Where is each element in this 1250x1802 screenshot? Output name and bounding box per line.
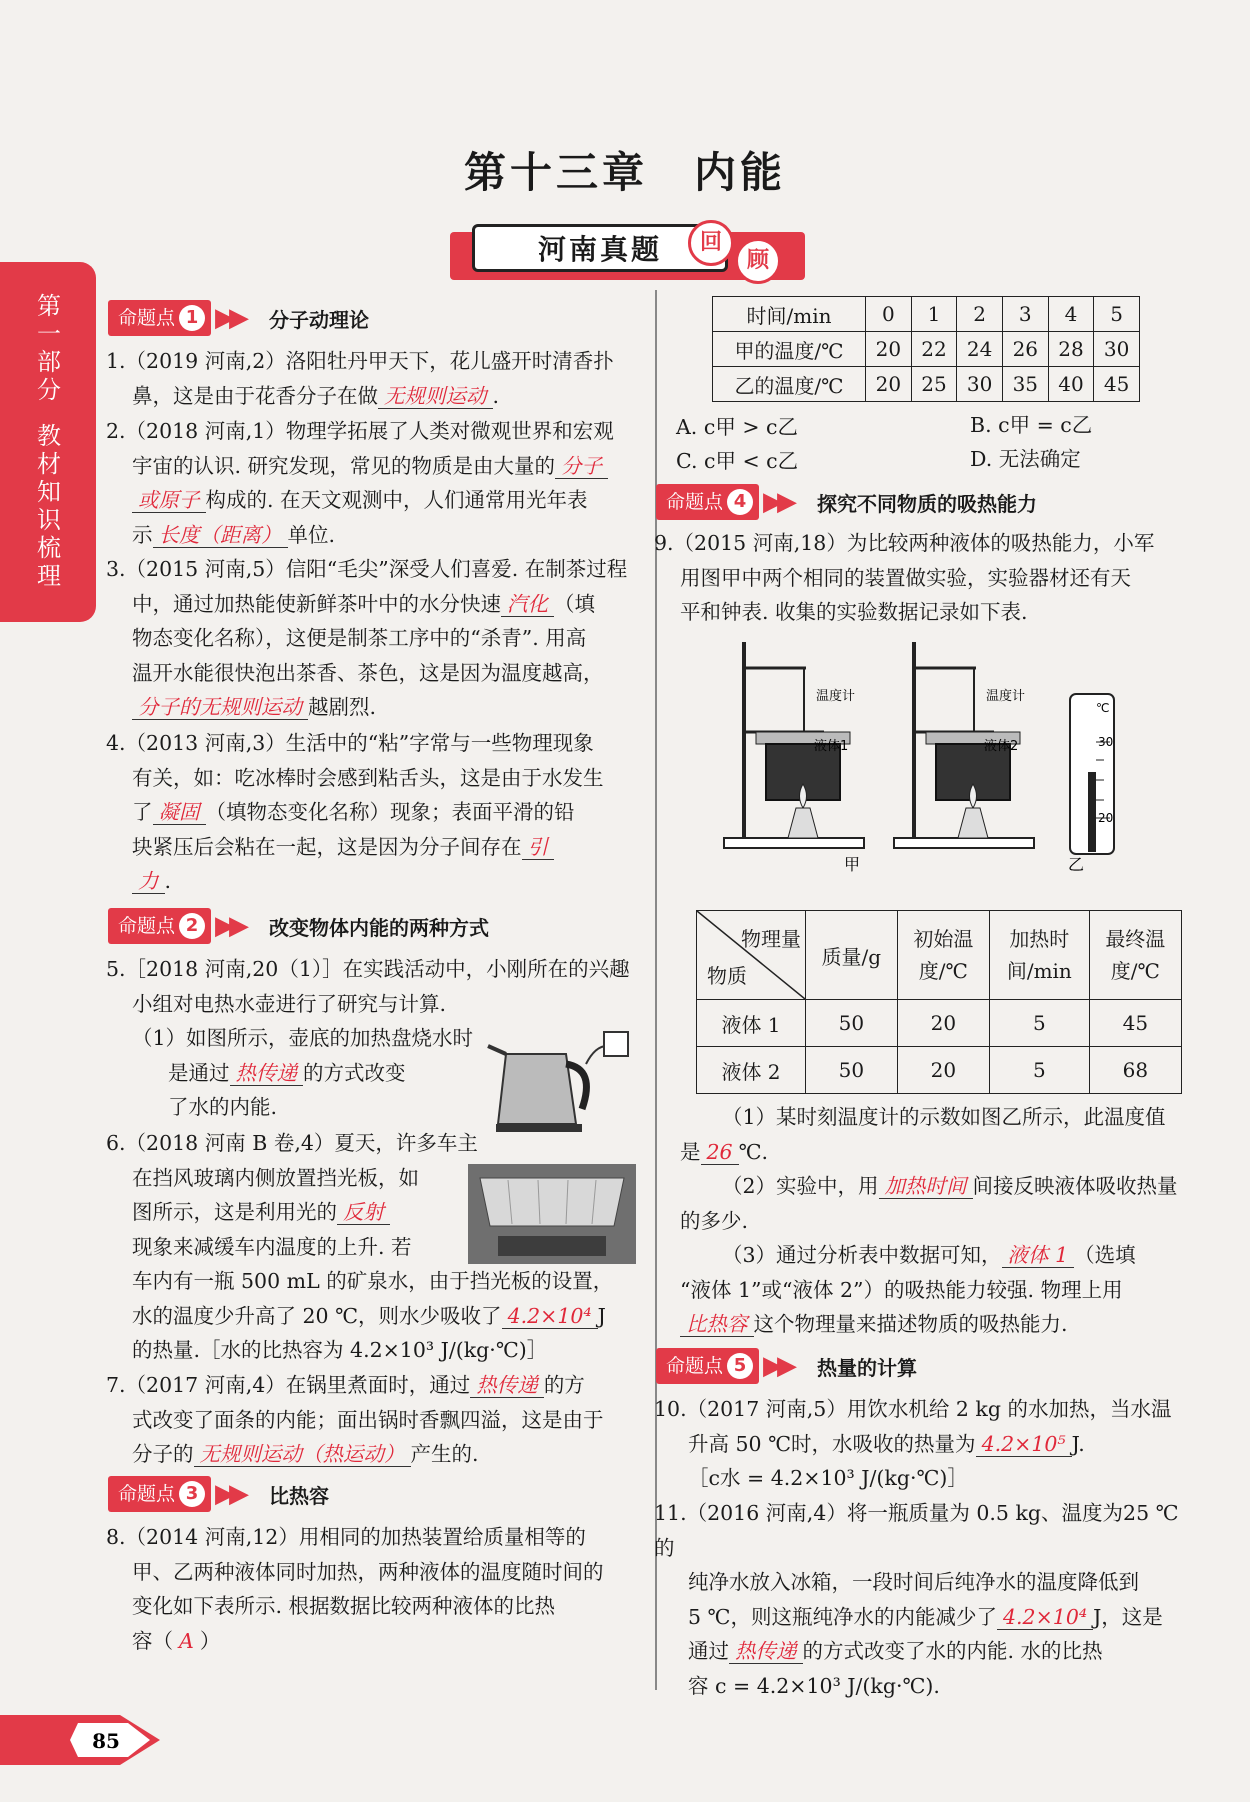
- kettle-image: [486, 1024, 636, 1134]
- section-banner: [450, 222, 810, 280]
- question-7: 7.（2017 河南,4）在锅里煮面时，通过 热传递 的方 式改变了面条的内能；面出锅时香飘四溢，这是由于 分子的 无规则运动（热运动） 产生的.: [106, 1373, 604, 1466]
- answer: 4.2×10⁵: [976, 1432, 1072, 1457]
- topic-tag-3: 命题点 3 ▶▶ 比热容: [108, 1476, 329, 1512]
- table-row: 液体 1 50 20 5 45: [697, 1000, 1182, 1047]
- topic-title: 分子动理论: [269, 307, 370, 332]
- answer: 凝固: [153, 800, 206, 825]
- table-row: 乙的温度/℃ 20 25 30 35 40 45: [713, 367, 1140, 402]
- table-row: 时间/min 0 1 2 3 4 5: [713, 297, 1140, 332]
- page-number: 85: [92, 1729, 120, 1753]
- answer: 热传递: [729, 1639, 803, 1664]
- option-b: B. c甲 = c乙: [970, 413, 1093, 437]
- page-number-badge: [0, 1705, 170, 1775]
- answer: 热传递: [470, 1373, 544, 1398]
- thermometer-label: 温度计: [816, 689, 856, 704]
- question-5: 5.［2018 河南,20（1）］在实践活动中，小刚所在的兴趣 小组对电热水壶进行了研究与计算. （1）如图所示，壶底的加热盘烧水时 是通过 热传递 的方式改变 了水的内能.: [106, 957, 630, 1119]
- question-11: 11.（2016 河南,4）将一瓶质量为 0.5 kg、温度为25 ℃的 纯净水放入冰箱，一段时间后纯净水的温度降低到 5 ℃，则这瓶纯净水的内能减少了 4.2×10⁴ J，这是 通过 热传递 的方式改变了水的内能. 水的比热 容 c = 4.2×10³ J/(kg·℃).: [654, 1501, 1179, 1698]
- table-row: 甲的温度/℃ 20 22 24 26 28 30: [713, 332, 1140, 367]
- answer: 热传递: [230, 1061, 304, 1086]
- thermometer-label: 温度计: [986, 689, 1026, 704]
- side-tab-line: 识: [37, 506, 61, 534]
- chapter-title: 第十三章 内能: [463, 148, 786, 197]
- thermometer-unit: ℃: [1096, 701, 1110, 715]
- answer: 4.2×10⁴: [502, 1304, 598, 1329]
- banner-circle-2: 顾: [735, 238, 781, 284]
- table-header-row: 物理量 物质 质量/g 初始温 度/℃ 加热时 间/min 最终温 度/℃: [697, 911, 1182, 1000]
- temperature-table: [712, 296, 1140, 402]
- side-tab-line: 教: [37, 422, 61, 450]
- answer: 26: [701, 1140, 739, 1165]
- topic-tag-5: 命题点 5 ▶▶ 热量的计算: [656, 1348, 917, 1384]
- side-tab-line: 理: [37, 562, 61, 590]
- answer: 加热时间: [879, 1174, 973, 1199]
- topic-title: 探究不同物质的吸热能力: [817, 491, 1038, 516]
- side-tab-line: 材: [37, 450, 61, 478]
- question-6: 6.（2018 河南 B 卷,4）夏天，许多车主 在挡风玻璃内侧放置挡光板，如 图所示，这是利用光的 反射 现象来减缓车内温度的上升. 若 车内有一瓶 500 mL 的矿泉水，由于挡光板的设置， 水的温度少升高了 20 ℃，则水少吸收了 4.2×10⁴ J 的热量.［水的比热容为 4.2×10³ J/(kg·℃)］: [106, 1131, 614, 1362]
- side-tab: [0, 262, 96, 622]
- figure-caption-jia: 甲: [844, 855, 861, 874]
- answer: 无规则运动: [378, 384, 493, 409]
- answer: 分子的无规则运动: [132, 695, 308, 720]
- topic-tag-2: 命题点 2 ▶▶ 改变物体内能的两种方式: [108, 908, 489, 944]
- tick-label-20: 20: [1098, 811, 1114, 825]
- answer: 反射: [337, 1200, 390, 1225]
- question-10: 10.（2017 河南,5）用饮水机给 2 kg 的水加热，当水温 升高 50 ℃时，水吸收的热量为 4.2×10⁵ J. ［c水 = 4.2×10³ J/(kg·℃)］: [654, 1397, 1172, 1490]
- answer: 分子: [555, 454, 608, 479]
- topic-tag-4: 命题点 4 ▶▶ 探究不同物质的吸热能力: [656, 484, 1037, 520]
- tick-label-30: 30: [1098, 735, 1114, 749]
- topic-title: 比热容: [269, 1483, 330, 1508]
- question-4: 4.（2013 河南,3）生活中的“粘”字常与一些物理现象 有关，如：吃冰棒时会感到粘舌头，这是由于水发生 了 凝固 （填物态变化名称）现象；表面平滑的铅 块紧压后会粘在一起，这是因为分子间存在 引 力 .: [106, 731, 604, 893]
- side-tab-line: 部: [37, 348, 61, 376]
- answer: 长度（距离）: [153, 523, 288, 548]
- side-tab-line: 梳: [37, 534, 61, 562]
- liquid1-label: 液体1: [814, 739, 849, 754]
- question-9: 9.（2015 河南,18）为比较两种液体的吸热能力，小军 用图甲中两个相同的装置做实验，实验器材还有天 平和钟表. 收集的实验数据记录如下表.: [654, 531, 1155, 624]
- table-row: 液体 2 50 20 5 68: [697, 1047, 1182, 1094]
- answer: 液体 1: [1002, 1243, 1075, 1268]
- answer: 4.2×10⁴: [997, 1605, 1093, 1630]
- question-3: 3.（2015 河南,5）信阳“毛尖”深受人们喜爱. 在制茶过程 中，通过加热能使新鲜茶叶中的水分快速 汽化 （填 物态变化名称），这便是制茶工序中的“杀青”. 用高 温开水能很快泡出茶香、茶色，这是因为温度越高， 分子的无规则运动 越剧烈.: [106, 557, 628, 719]
- experiment-table: [696, 910, 1182, 1094]
- topic-title: 改变物体内能的两种方式: [269, 915, 490, 940]
- side-tab-line: 分: [37, 376, 61, 404]
- answer: 无规则运动（热运动）: [194, 1442, 411, 1467]
- option-c: C. c甲 < c乙: [676, 449, 799, 473]
- question-1: 1.（2019 河南,2）洛阳牡丹甲天下，花儿盛开时清香扑 鼻，这是由于花香分子在做 无规则运动 .: [106, 349, 614, 408]
- answer: 或原子: [132, 488, 206, 513]
- liquid2-label: 液体2: [984, 739, 1019, 754]
- apparatus-figure: [714, 632, 1154, 882]
- thermometer-figure: [1070, 694, 1114, 854]
- answer: 引: [522, 835, 555, 860]
- option-d: D. 无法确定: [970, 447, 1081, 471]
- answer: 汽化: [501, 592, 554, 617]
- side-tab-line: 知: [37, 478, 61, 506]
- answer: 比热容: [680, 1312, 754, 1337]
- topic-tag-1: 命题点 1 ▶▶ 分子动理论: [108, 300, 369, 336]
- sunshade-car-image: [468, 1164, 636, 1264]
- answer: 力: [132, 869, 165, 894]
- banner-circle-1: 回: [688, 220, 734, 266]
- banner-label: 河南真题: [472, 224, 728, 272]
- figure-caption-yi: 乙: [1068, 855, 1085, 874]
- option-a: A. c甲 > c乙: [676, 415, 799, 439]
- side-tab-line: 第: [37, 292, 61, 320]
- side-tab-line: 一: [37, 320, 61, 348]
- question-9-subparts: （1）某时刻温度计的示数如图乙所示，此温度值 是 26 ℃. （2）实验中，用 加热时间 间接反映液体吸收热量 的多少. （3）通过分析表中数据可知， 液体 1 （选填 “液体 1”或“液体 2”）的吸热能力较强. 物理上用 比热容 这个物理量来描述物质的吸热能力.: [680, 1105, 1178, 1336]
- topic-title: 热量的计算: [817, 1355, 918, 1380]
- question-8: 8.（2014 河南,12）用相同的加热装置给质量相等的 甲、乙两种液体同时加热，两种液体的温度随时间的 变化如下表所示. 根据数据比较两种液体的比热 容（ A ）: [106, 1525, 604, 1653]
- question-2: 2.（2018 河南,1）物理学拓展了人类对微观世界和宏观 宇宙的认识. 研究发现，常见的物质是由大量的 分子 或原子 构成的. 在天文观测中，人们通常用光年表 示 长度（距离） 单位.: [106, 419, 614, 547]
- answer: A: [179, 1628, 194, 1653]
